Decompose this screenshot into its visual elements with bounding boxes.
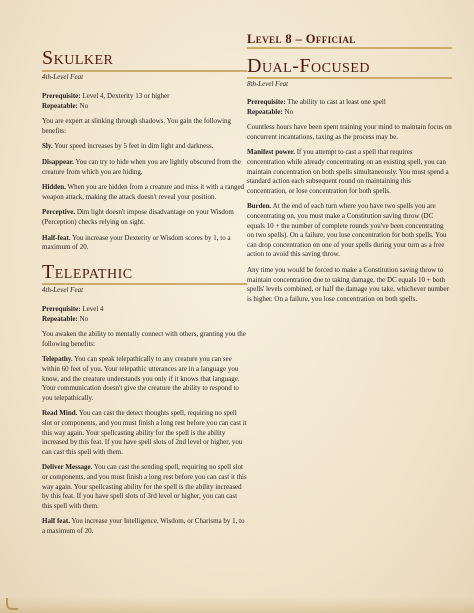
intro-text: You awaken the ability to mentally connect with others, granting you the following benefits: <box>42 330 246 348</box>
repeatable-label: Repeatable: <box>247 107 283 116</box>
repeatable-value: No <box>282 107 294 116</box>
dual-focused-body <box>247 98 452 310</box>
benefit-label: Manifest power. <box>247 148 295 157</box>
benefit-text: When you are hidden from a creature and miss it with a ranged weapon attack, making the attack doesn't reveal your position. <box>42 183 245 201</box>
feat-title-telepathic: Telepathic <box>42 261 133 283</box>
feat-title-dual-focused: Dual-Focused <box>247 55 371 77</box>
skulker-body <box>42 92 247 259</box>
prerequisite-value: Level 4 <box>80 305 104 313</box>
prerequisite-label: Prerequisite: <box>247 98 286 106</box>
prerequisite-label: Prerequisite: <box>42 92 81 100</box>
benefit-label: Hidden. <box>42 183 66 192</box>
benefit-text: If you attempt to cast a spell that requires concentration while already concentrating on an existing spell, you can maintain concentration on both spells simultaneously. You must spend a standard action each subsequent round on maintaining this concentration, or lose concentration for both spells. <box>247 148 449 195</box>
benefit-half-feat <box>42 517 247 536</box>
prerequisite-value: The ability to cast at least one spell <box>285 98 386 106</box>
prerequisite-line <box>42 92 247 111</box>
repeatable-label: Repeatable: <box>42 314 78 323</box>
benefit-label: Sly. <box>42 142 53 151</box>
benefit-text: You can cast the detect thoughts spell, requiring no spell slot or components, and you must finish a long rest before you can cast it this way again. Your spellcasting ability for the spell is the ability increased by this feat. If you have spell slots of 2nd level or higher, you can cast this spell with them. <box>42 409 247 456</box>
benefit-label: Read Mind. <box>42 409 78 418</box>
feat-level-dual-focused: 8th-Level Feat <box>247 80 289 88</box>
prerequisite-value: Level 4, Dexterity 13 or higher <box>80 92 170 100</box>
benefit-label: Telepathy. <box>42 355 73 364</box>
repeatable-value: No <box>77 101 89 110</box>
repeatable-label: Repeatable: <box>42 101 78 110</box>
benefit-text: You increase your Intelligence, Wisdom, or Charisma by 1, to a maximum of 20. <box>42 517 245 535</box>
title-underline <box>42 283 247 285</box>
benefit-text: You can cast the sending spell, requiring no spell slot or components, and you must finish a long rest before you can cast it this way again. Your spellcasting ability for the spell is the ability increased by this feat. If you have spell slots of 3rd level or higher, you can cast this spell with them. <box>42 463 247 510</box>
benefit-text: You increase your Dexterity or Wisdom scores by 1, to a maximum of 20. <box>42 233 231 252</box>
benefit-label: Perceptive. <box>42 208 76 217</box>
page-footer-bar <box>0 597 474 613</box>
benefit-sly <box>42 142 247 152</box>
repeatable-value: No <box>77 314 89 323</box>
benefit-hidden <box>42 183 247 202</box>
intro-text: Countless hours have been spent training your mind to maintain focus on concurrent incantations, taxing as the process may be. <box>247 123 452 141</box>
benefit-text: You can try to hide when you are lightly obscured from the creature from which you are hiding. <box>42 157 241 176</box>
benefit-disappear <box>42 158 247 177</box>
feat-level-skulker: 4th-Level Feat <box>42 73 84 81</box>
feat-title-skulker: Skulker <box>42 47 114 69</box>
benefit-text: Your speed increases by 5 feet in dim light and darkness. <box>52 142 214 151</box>
prerequisite-line <box>247 98 452 117</box>
benefit-text: At the end of each turn where you have two spells you are concentrating on, you must make a Constitution saving throw (DC equals 10 + the number of complete rounds you've been concentrating on two spells). On a failure, you lose concentration for both spells. You can drop concentration on one of your spells during your turn as a free action to avoid this saving throw. <box>247 202 447 259</box>
benefit-text: You can speak telepathically to any creature you can see within 60 feet of you. Your telepathic utterances are in a language you know, and the creature understands you only if it knows that language. Your communication doesn't give the creature the ability to respond to you telepathically. <box>42 355 240 402</box>
benefit-manifest-power <box>247 148 452 196</box>
prerequisite-line <box>42 305 247 324</box>
benefit-label: Half-feat. <box>42 233 71 242</box>
benefit-label: Deliver Message. <box>42 463 93 472</box>
closing-paragraph: Any time you would be forced to make a Constitution saving throw to maintain concentration due to taking damage, the DC equals 10 + both spells' levels combined, or half the damage you take, whichever number is higher. On a failure, you lose concentration on both spells. <box>247 265 449 303</box>
title-underline <box>247 77 452 79</box>
benefit-perceptive <box>42 208 247 227</box>
benefit-telepathy <box>42 355 247 403</box>
telepathic-body <box>42 305 247 542</box>
page-corner-ornament <box>6 598 18 610</box>
section-underline <box>247 47 452 49</box>
benefit-half-feat <box>42 234 247 253</box>
feat-level-telepathic: 4th-Level Feat <box>42 286 84 294</box>
benefit-read-mind <box>42 409 247 457</box>
prerequisite-label: Prerequisite: <box>42 305 81 313</box>
benefit-label: Burden. <box>247 202 272 211</box>
benefit-label: Disappear. <box>42 157 74 166</box>
benefit-burden <box>247 202 452 260</box>
title-underline <box>42 70 247 72</box>
benefit-label: Half feat. <box>42 517 70 526</box>
benefit-text: Dim light doesn't impose disadvantage on your Wisdom (Perception) checks relying on sight. <box>42 208 234 226</box>
intro-text: You are expert at slinking through shadows. You gain the following benefits: <box>42 117 232 135</box>
section-heading: Level 8 – Official <box>247 32 356 46</box>
benefit-deliver-message <box>42 463 247 511</box>
